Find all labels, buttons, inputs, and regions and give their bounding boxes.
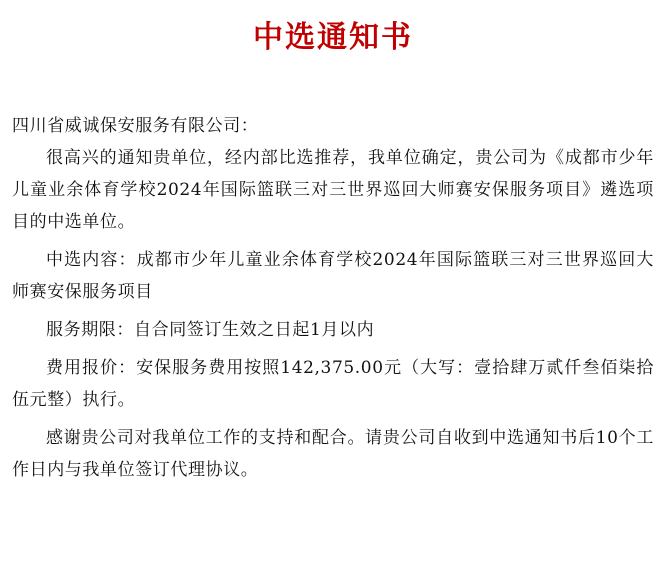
paragraph-selection-content: 中选内容：成都市少年儿童业余体育学校2024年国际篮联三对三世界巡回大师赛安保服务项目 [12,250,654,302]
paragraph-notification: 很高兴的通知贵单位，经内部比选推荐，我单位确定，贵公司为《成都市少年儿童业余体育学校2024年国际篮联三对三世界巡回大师赛安保服务项目》遴选项目的中选单位。 [12,148,654,232]
paragraph-thanks: 感谢贵公司对我单位工作的支持和配合。请贵公司自收到中选通知书后10个工作日内与我单位签订代理协议。 [12,428,654,480]
title-spacer [12,70,654,110]
addressee: 四川省威诚保安服务有限公司： [12,116,259,136]
paragraph-fee-quote: 费用报价：安保服务费用按照142,375.00元（大写：壹拾肆万贰仟叁佰柒拾伍元整）执行。 [12,358,654,410]
notice-title: 中选通知书 [253,20,413,55]
paragraph-service-period: 服务期限：自合同签订生效之日起1月以内 [46,320,375,340]
